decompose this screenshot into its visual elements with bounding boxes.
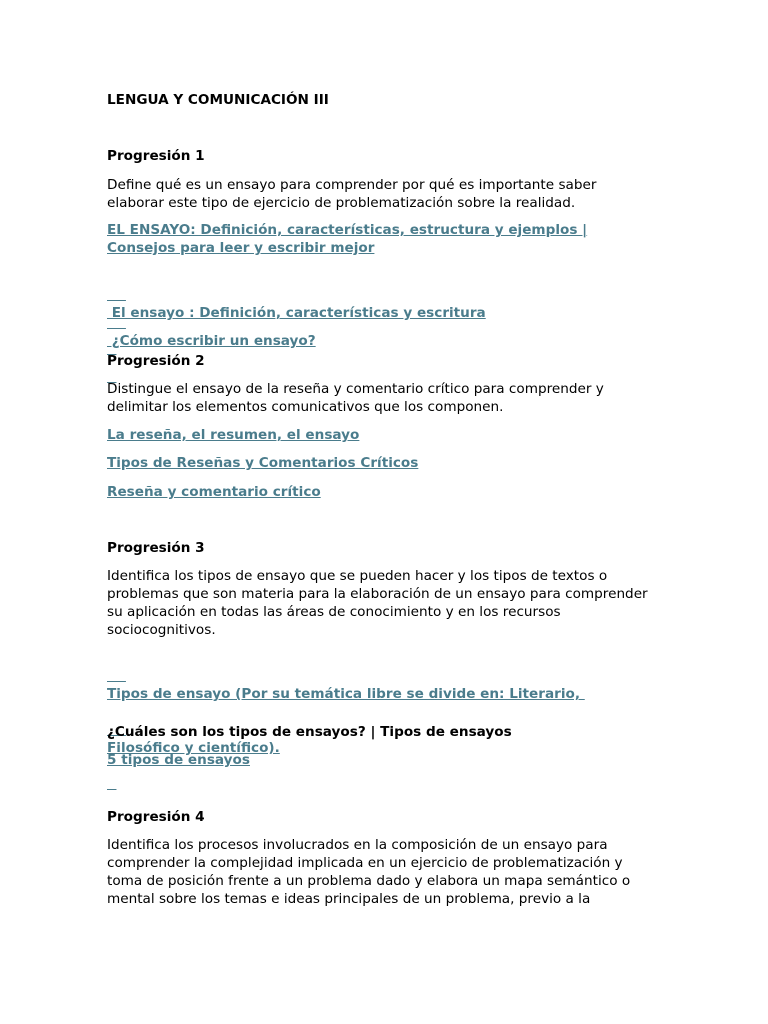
link-tipos-resenas-comentarios[interactable] xyxy=(107,454,418,472)
link-line: El ensayo : Definición, características y escritura xyxy=(107,305,486,321)
link-line: Consejos para leer y escribir mejor xyxy=(107,240,375,256)
paragraph-line: comprender la complejidad implicada en un ejercicio de problematización y xyxy=(107,855,623,871)
link-resena-resumen-ensayo[interactable] xyxy=(107,426,359,444)
paragraph-line: mental sobre los temas e ideas principales de un problema, previo a la xyxy=(107,891,591,907)
progression-1-description xyxy=(107,176,596,212)
link-resena-comentario-critico[interactable] xyxy=(107,483,321,501)
link-line: Tipos de ensayo (Por su temática libre se divide en: Literario, xyxy=(107,686,585,702)
link-line: La reseña, el resumen, el ensayo xyxy=(107,427,360,443)
link-line: Reseña y comentario crítico xyxy=(107,484,321,500)
progression-1-heading: Progresión 1 xyxy=(107,148,205,164)
tipos-de-ensayos-heading: ¿Cuáles son los tipos de ensayos? | Tipos de ensayos xyxy=(107,724,512,740)
link-line: Filosófico y científico). xyxy=(107,740,280,756)
paragraph-line: toma de posición frente a un problema dado y elabora un mapa semántico o xyxy=(107,873,631,889)
progression-4-heading: Progresión 4 xyxy=(107,809,205,825)
document-title: LENGUA Y COMUNICACIÓN III xyxy=(107,92,329,108)
link-line: ¿Cómo escribir un ensayo? xyxy=(107,333,316,349)
paragraph-line: Identifica los procesos involucrados en la composición de un ensayo para xyxy=(107,837,608,853)
paragraph-line: Distingue el ensayo de la reseña y comentario crítico para comprender y xyxy=(107,381,604,397)
paragraph-line: Identifica los tipos de ensayo que se pueden hacer y los tipos de textos o xyxy=(107,568,608,584)
link-como-escribir-ensayo[interactable] xyxy=(107,296,316,386)
link-tipos-de-ensayo-tematica[interactable] xyxy=(107,649,585,793)
link-5-tipos-de-ensayos[interactable] xyxy=(107,751,250,769)
progression-2-description xyxy=(107,380,604,416)
paragraph-line: problemas que son materia para la elaboración de un ensayo para comprender xyxy=(107,586,648,602)
link-line: Tipos de Reseñas y Comentarios Críticos xyxy=(107,455,419,471)
progression-3-heading: Progresión 3 xyxy=(107,540,205,556)
progression-4-description xyxy=(107,836,630,908)
paragraph-line: Define qué es un ensayo para comprender por qué es importante saber xyxy=(107,177,597,193)
paragraph-line: delimitar los elementos comunicativos que los componen. xyxy=(107,399,504,415)
link-line: EL ENSAYO: Definición, características, estructura y ejemplos | xyxy=(107,222,588,238)
progression-2-heading: Progresión 2 xyxy=(107,353,205,369)
progression-3-description xyxy=(107,567,648,639)
link-line: 5 tipos de ensayos xyxy=(107,752,250,768)
link-el-ensayo-definicion-consejos[interactable] xyxy=(107,221,587,257)
paragraph-line: su aplicación en todas las áreas de conocimiento y en los recursos xyxy=(107,604,561,620)
paragraph-line: elaborar este tipo de ejercicio de problematización sobre la realidad. xyxy=(107,195,576,211)
paragraph-line: sociocognitivos. xyxy=(107,622,216,638)
